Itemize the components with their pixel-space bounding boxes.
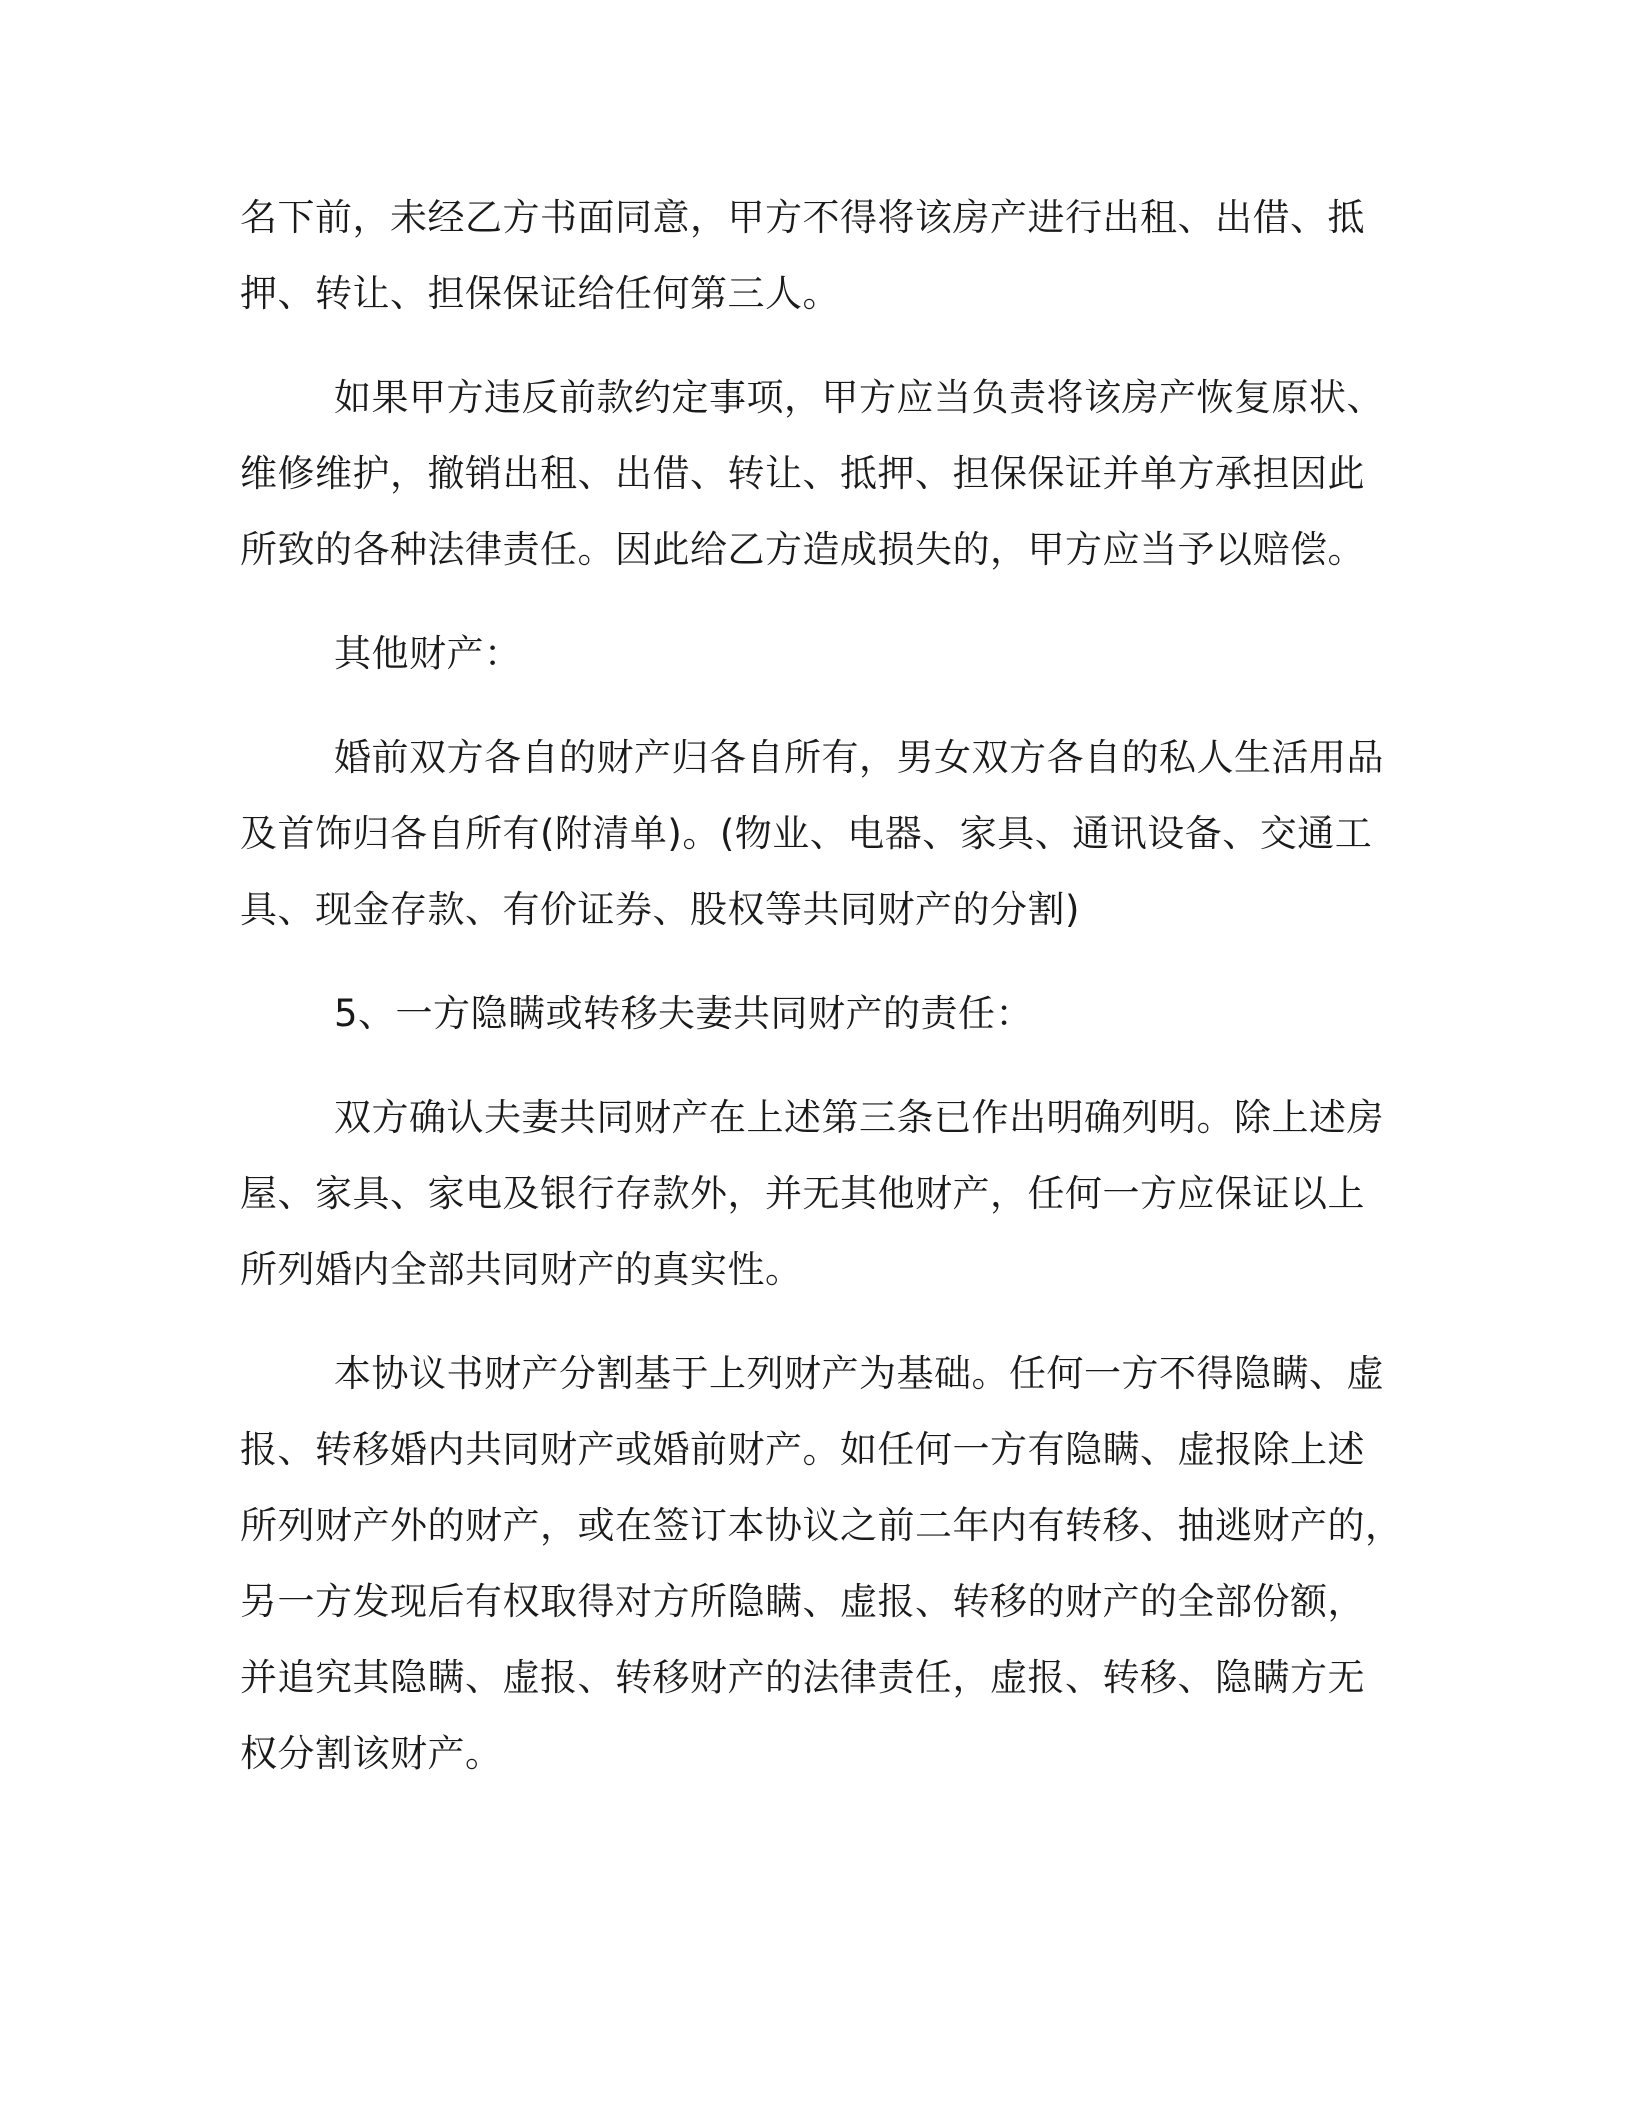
text-line: 权分割该财产。 [240, 1732, 503, 1775]
text-line: 并追究其隐瞒、虚报、转移财产的法律责任，虚报、转移、隐瞒方无 [240, 1656, 1365, 1699]
text-line: 名下前，未经乙方书面同意，甲方不得将该房产进行出租、出借、抵 [240, 196, 1365, 239]
text-line: 及首饰归各自所有(附清单)。(物业、电器、家具、通讯设备、交通工 [240, 812, 1373, 855]
text-line: 另一方发现后有权取得对方所隐瞒、虚报、转移的财产的全部份额， [240, 1580, 1365, 1623]
text-line: 如果甲方违反前款约定事项，甲方应当负责将该房产恢复原状、 [334, 376, 1384, 419]
text-line: 所致的各种法律责任。因此给乙方造成损失的，甲方应当予以赔偿。 [240, 528, 1365, 571]
text-line: 屋、家具、家电及银行存款外，并无其他财产，任何一方应保证以上 [240, 1172, 1365, 1215]
text-line: 本协议书财产分割基于上列财产为基础。任何一方不得隐瞒、虚 [334, 1352, 1384, 1395]
text-line: 具、现金存款、有价证券、股权等共同财产的分割) [240, 888, 1080, 931]
text-line: 押、转让、担保保证给任何第三人。 [240, 272, 840, 315]
text-line: 其他财产： [334, 632, 522, 675]
text-line: 所列财产外的财产，或在签订本协议之前二年内有转移、抽逃财产的， [240, 1504, 1403, 1547]
text-line: 双方确认夫妻共同财产在上述第三条已作出明确列明。除上述房 [334, 1096, 1384, 1139]
text-line: 维修维护，撤销出租、出借、转让、抵押、担保保证并单方承担因此 [240, 452, 1365, 495]
section-heading: 5、一方隐瞒或转移夫妻共同财产的责任： [334, 992, 1034, 1035]
text-line: 所列婚内全部共同财产的真实性。 [240, 1248, 803, 1291]
text-line: 报、转移婚内共同财产或婚前财产。如任何一方有隐瞒、虚报除上述 [240, 1428, 1365, 1471]
text-line: 婚前双方各自的财产归各自所有，男女双方各自的私人生活用品 [334, 736, 1384, 779]
